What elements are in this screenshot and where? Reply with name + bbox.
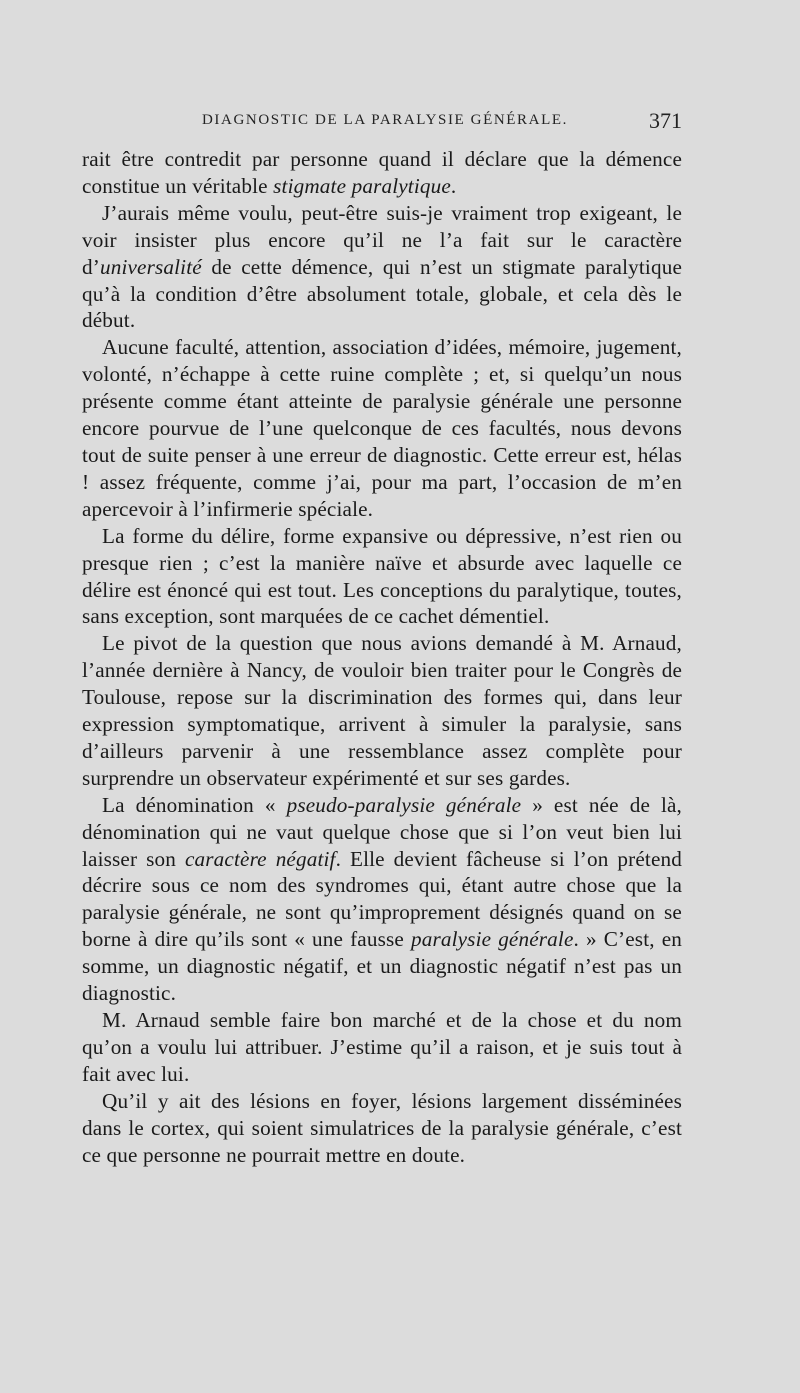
paragraph-continuation: rait être contredit par personne quand il déclare que la démence constitue un véritable stigmate paralytique. (82, 147, 682, 198)
paragraph: Aucune faculté, attention, association d’idées, mémoire, jugement, volonté, n’échappe à cette ruine complète ; et, si quelqu’un nous présente comme étant atteinte de paralysie générale une personne encore pourvue de l’une quelconque de ces facultés, nous devons tout de suite penser à une erreur de diagnostic. Cette erreur est, hélas ! assez fréquente, comme j’ai, pour ma part, l’occasion de m’en apercevoir à l’infirmerie spéciale. (82, 335, 682, 521)
page-number: 371 (649, 108, 682, 133)
emphasis-text: universalité (99, 254, 202, 279)
running-title: DIAGNOSTIC DE LA PARALYSIE GÉNÉRALE. (202, 112, 568, 128)
emphasis-text: caractère négatif (184, 846, 336, 871)
paragraph: La dénomination « pseudo-paralysie générale » est née de là, dénomination qui ne vaut quelque chose que si l’on veut bien lui laisser son caractère négatif. Elle devient fâcheuse si l’on prétend décrire sous ce nom des syndromes qui, étant autre chose que la paralysie générale, ne sont qu’improprement désignés quand on se borne à dire qu’ils sont « une fausse paralysie générale. » C’est, en somme, un diagnostic négatif, et un diagnostic négatif n’est pas un diagnostic. (82, 792, 683, 1006)
paragraph: Le pivot de la question que nous avions demandé à M. Arnaud, l’année dernière à Nancy, de vouloir bien traiter pour le Congrès de Toulouse, repose sur la discrimination des formes qui, dans leur expression symptomatique, arrivent à simuler la paralysie, sans d’ailleurs parvenir à une ressemblance assez complète pour surprendre un observateur expérimenté et sur ses gardes. (82, 631, 682, 790)
emphasis-text: paralysie générale (410, 927, 574, 952)
page-header (82, 108, 682, 138)
paragraph: J’aurais même voulu, peut-être suis-je vraiment trop exigeant, le voir insister plus encore qu’il ne l’a fait sur le caractère d’universalité de cette démence, qui n’est un stigmate paralytique qu’à la condition d’être absolument totale, globale, et cela dès le début. (82, 200, 682, 333)
emphasis-text: pseudo-paralysie générale (286, 792, 522, 817)
paragraph: Qu’il y ait des lésions en foyer, lésions largement disséminées dans le cortex, qui soient simulatrices de la paralysie générale, c’est ce que personne ne pourrait mettre en doute. (82, 1088, 682, 1167)
body-text (82, 146, 682, 1168)
emphasis-text: stigmate paralytique (273, 173, 451, 198)
paragraph: M. Arnaud semble faire bon marché et de la chose et du nom qu’on a voulu lui attribuer. J’estime qu’il a raison, et je suis tout à fait avec lui. (82, 1008, 682, 1086)
paragraph: La forme du délire, forme expansive ou dépressive, n’est rien ou presque rien ; c’est la manière naïve et absurde avec laquelle ce délire est énoncé qui est tout. Les conceptions du paralytique, toutes, sans exception, sont marquées de ce cachet démentiel. (82, 523, 682, 629)
